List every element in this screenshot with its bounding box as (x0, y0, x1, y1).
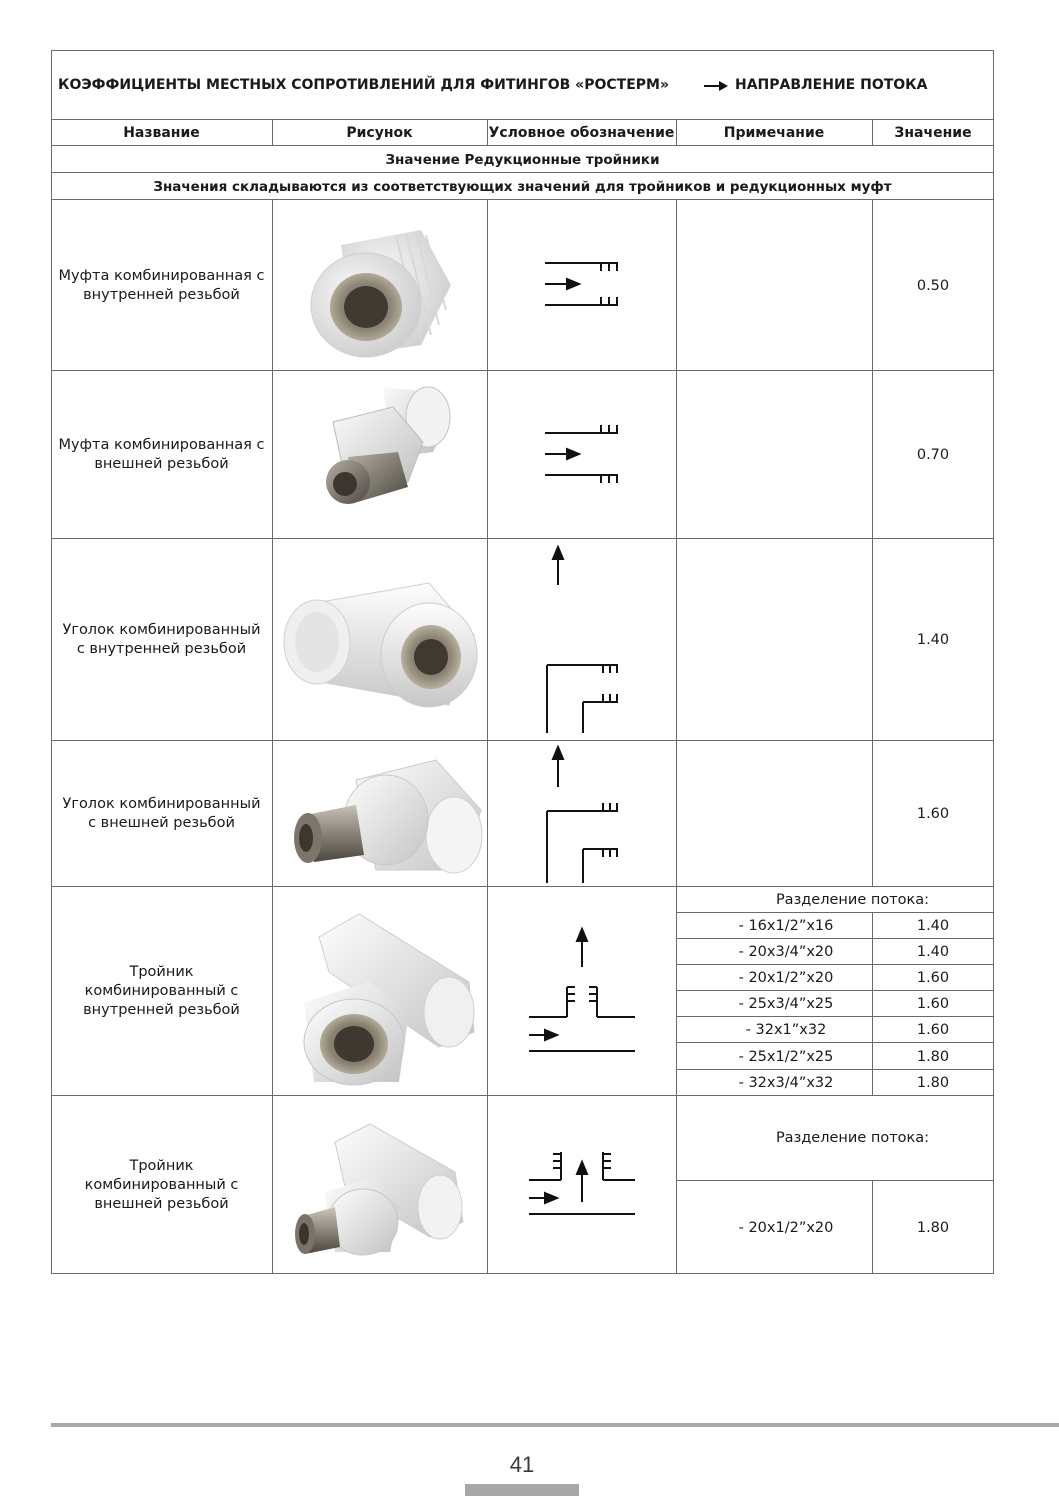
row-5-note-title: Разделение потока: (775, 892, 930, 908)
size-cell: - 25x1/2”x25 (738, 1048, 834, 1065)
symbol-elbow-female (543, 545, 623, 739)
arrow-right-icon (701, 76, 731, 96)
value-cell: 1.40 (916, 944, 950, 960)
footer-divider (51, 1423, 1059, 1427)
row-1-name: Муфта комбинированная с внутренней резьбой (58, 267, 265, 303)
row-4-value: 1.60 (916, 806, 950, 822)
section-title: Значение Редукционные тройники (385, 151, 660, 168)
row-3-name: Уголок комбинированный с внутренней резьбой (62, 622, 261, 657)
size-cell: - 32x3/4”x32 (738, 1075, 834, 1091)
coupling-female-thread-icon (301, 215, 461, 364)
symbol-tee-male (527, 1150, 637, 1224)
size-cell: - 20x3/4”x20 (738, 944, 834, 960)
row-3-value: 1.40 (916, 632, 950, 648)
column-header-value: Значение (894, 125, 972, 141)
tee-male-thread-icon (295, 1122, 470, 1261)
table-title: КОЭФФИЦИЕНТЫ МЕСТНЫХ СОПРОТИВЛЕНИЙ ДЛЯ ФИТИНГОВ «РОСТЕРМ» (58, 77, 669, 93)
value-cell: 1.80 (916, 1219, 950, 1236)
size-cell: - 20x1/2”x20 (738, 1219, 834, 1236)
size-cell: - 32x1”x32 (745, 1022, 827, 1038)
column-header-name: Название (123, 125, 200, 141)
size-cell: - 16x1/2”x16 (738, 918, 834, 934)
row-4-name: Уголок комбинированный с внешней резьбой (62, 796, 261, 831)
symbol-tee-female (527, 925, 637, 1059)
column-header-picture: Рисунок (346, 125, 413, 141)
footer-bar (465, 1484, 579, 1496)
row-6-name: Тройник комбинированный с внешней резьбой (84, 1157, 239, 1212)
elbow-female-thread-icon (279, 575, 484, 719)
value-cell: 1.60 (916, 1022, 950, 1038)
symbol-coupling-male (543, 423, 623, 487)
value-cell: 1.40 (916, 918, 950, 934)
tee-female-thread-icon (299, 912, 479, 1091)
row-2-value: 0.70 (916, 447, 950, 463)
symbol-coupling-female (543, 255, 623, 319)
size-cell: - 25x3/4”x25 (738, 996, 834, 1012)
row-2-name: Муфта комбинированная с внешней резьбой (58, 437, 265, 472)
resistance-table (51, 50, 994, 1274)
size-cell: - 20x1/2”x20 (738, 970, 834, 986)
value-cell: 1.80 (916, 1048, 950, 1065)
value-cell: 1.60 (916, 996, 950, 1012)
page-number: 41 (509, 1452, 535, 1477)
row-5-name: Тройник комбинированный с внутренней резьбой (83, 964, 240, 1018)
row-1-value: 0.50 (916, 277, 950, 294)
value-cell: 1.80 (916, 1075, 950, 1091)
elbow-male-thread-icon (286, 750, 486, 884)
row-6-note-title: Разделение потока: (775, 1130, 930, 1146)
flow-direction-label: НАПРАВЛЕНИЕ ПОТОКА (735, 77, 928, 93)
column-header-symbol: Условное обозначение (488, 125, 675, 141)
value-cell: 1.60 (916, 970, 950, 986)
coupling-male-thread-icon (313, 382, 453, 516)
section-note: Значения складываются из соответствующих значений для тройников и редукционных муфт (153, 178, 892, 195)
symbol-elbow-male (543, 745, 623, 889)
column-header-note: Примечание (723, 125, 825, 141)
